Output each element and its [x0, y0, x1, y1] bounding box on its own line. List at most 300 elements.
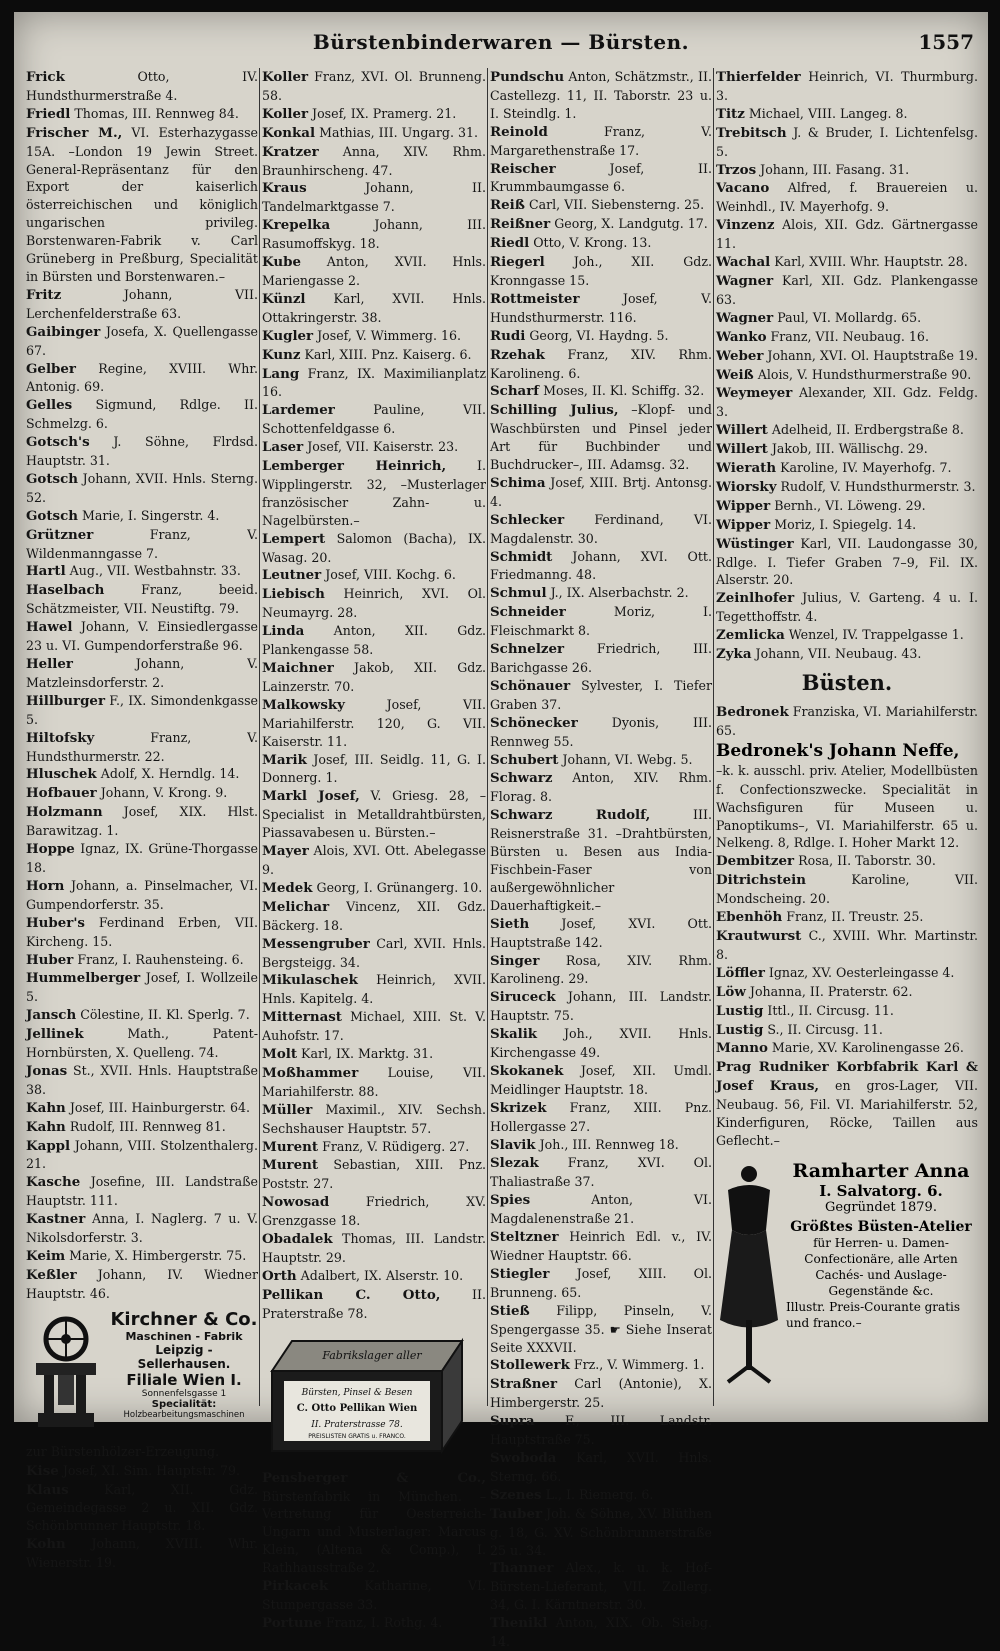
entry-address: J. Söhne, Flrdsd. Hauptstr. 31.: [26, 434, 258, 469]
directory-entry: [26, 1535, 258, 1572]
entry-address: Karl, XII. Gdz. Plankengasse 63.: [716, 272, 978, 307]
entry-address: Adalbert, IX. Alserstr. 10.: [300, 1267, 464, 1283]
entry-address: Josef, V. Wimmerg. 16.: [317, 327, 461, 343]
entry-address: Franz, XVI. Ol. Thaliastraße 37.: [490, 1155, 712, 1190]
entry-name: Hofbauer: [26, 785, 97, 802]
entry-address: Louise, VII. Mariahilferstr. 88.: [262, 1064, 486, 1099]
entry-address: Johann, V. Krong. 9.: [100, 785, 228, 801]
kirchner-line: Sonnenfelsgasse 1: [141, 1388, 227, 1399]
entry-address: Franz, V. Rüdigerg. 27.: [322, 1138, 470, 1154]
entry-address: Franz, XVI. Ol. Brunneng. 58.: [262, 69, 486, 103]
entry-name: Lardemer: [262, 402, 335, 419]
entry-address: Alois, XII. Gdz. Gärtnergasse 11.: [716, 217, 978, 252]
entry-name: Zyka: [716, 646, 752, 663]
directory-entry: [490, 1559, 712, 1614]
entry-address: Franz, I. Rauhensteing. 6.: [77, 951, 244, 967]
directory-entry: [262, 751, 486, 788]
entry-name: Ebenhöh: [716, 909, 783, 926]
entry-name: Kratzer: [262, 143, 319, 160]
entry-address: I. Wipplingerstr. 32, –Musterlager französischer Zahn- u. Nagelbürsten.–: [262, 458, 486, 528]
directory-entry: [490, 68, 712, 123]
entry-address: Joh. & Söhne, XV. Blüthen g. 18, G. XV. Schönbrunnerstraße 25 u. 34.: [490, 1505, 712, 1558]
entry-address: Thomas, III. Rennweg 84.: [74, 105, 239, 121]
directory-entry: [26, 951, 258, 970]
entry-address: Aug., VII. Westbahnstr. 33.: [69, 563, 241, 579]
directory-entry: [26, 1137, 258, 1174]
machine-illustration-icon: [30, 1313, 102, 1431]
entry-name: Schima: [490, 474, 546, 491]
entry-name: Gaibinger: [26, 323, 101, 340]
entry-name: Frischer M.,: [26, 124, 123, 141]
entry-address: Moriz, I. Fleischmarkt 8.: [490, 604, 712, 639]
directory-entry: [490, 769, 712, 806]
entry-name: Obadalek: [262, 1231, 333, 1248]
ramharter-description: für Herren- u. Damen-Confectionäre, alle Arten Cachés- und Auslage-Gegenstände &c.: [804, 1235, 958, 1298]
entry-name: Friedl: [26, 105, 71, 122]
entry-address: Katharine, VI. Stumpergasse 33.: [262, 1578, 486, 1612]
entry-name: Leutner: [262, 567, 322, 584]
directory-entry: [716, 253, 978, 272]
entry-name: Koller: [262, 105, 309, 122]
directory-entry: [262, 253, 486, 290]
entry-address: zur Bürstenhölzer-Erzeugung.: [26, 1443, 220, 1459]
directory-entry: [716, 645, 978, 664]
column-divider: [259, 68, 260, 1406]
entry-address: J. & Bruder, I. Lichtenfelsg. 5.: [716, 124, 978, 159]
entry-name: Reischer: [490, 160, 556, 177]
entry-name: Swoboda: [490, 1449, 557, 1466]
directory-entry: [716, 68, 978, 105]
entry-name: Kastner: [26, 1211, 86, 1228]
directory-entry: [26, 562, 258, 581]
entry-address: Josefa, X. Quellengasse 67.: [26, 323, 258, 358]
entry-address: Johann, III. Fasang. 31.: [760, 161, 910, 177]
entry-name: Marik: [262, 751, 307, 768]
directory-entry: [716, 964, 978, 983]
directory-entry: [26, 1006, 258, 1025]
directory-entry: [26, 581, 258, 618]
entry-address: Johann, XVII. Hnls. Sterng. 52.: [26, 470, 258, 505]
entry-name: Vinzenz: [716, 217, 775, 234]
directory-entry: [262, 971, 486, 1008]
entry-name: Pirkacek: [262, 1578, 329, 1595]
entry-subheading: Bedronek's Johann Neffe,: [716, 740, 960, 761]
entry-address: Heinrich, VI. Thurmburg. 3.: [716, 69, 978, 103]
entry-address: VI. Esterhazygasse 15A. –London 19 Jewin Street. General-Repräsentanz für den Export der kaiserlich österreichischen und königlich ungarischen privileg. Borstenwaren-Fabrik v. Carl Grüneberg in Preßburg, Specialität in Bürsten und Borstenwaren.–: [26, 124, 258, 284]
entry-address: Johann, II. Tandelmarktgasse 7.: [262, 180, 486, 215]
entry-name: Spies: [490, 1192, 531, 1209]
directory-entry: [262, 346, 486, 365]
entry-address: –Klopf- und Waschbürsten und Pinsel jeder Art für Buchbinder und Buchdrucker–, III. Adamsg. 32.: [490, 402, 712, 473]
entry-address: Johann, a. Pinselmacher, VI. Gumpendorferstr. 35.: [26, 877, 258, 912]
entry-address: Sylvester, I. Tiefer Graben 37.: [490, 677, 712, 712]
directory-entry: [490, 603, 712, 640]
column-divider: [713, 68, 714, 1406]
directory-entry: [490, 511, 712, 548]
directory-entry: [262, 457, 486, 530]
entry-name: Gelber: [26, 360, 76, 377]
directory-entry: [262, 530, 486, 567]
entry-address: C., XVIII. Whr. Martinstr. 8.: [716, 927, 978, 962]
directory-entry: [26, 655, 258, 692]
entry-name: Lempert: [262, 530, 326, 547]
entry-address: Karl, XIII. Pnz. Kaiserg. 6.: [304, 346, 472, 362]
directory-entry: [26, 1462, 258, 1481]
directory-entry: [490, 1228, 712, 1265]
entry-address: Josef, II. Krummbaumgasse 6.: [490, 160, 712, 195]
directory-entry: [716, 1002, 978, 1021]
entry-name: Schönauer: [490, 677, 571, 694]
directory-entry: [490, 1062, 712, 1099]
directory-entry: [262, 898, 486, 935]
entry-name: Thanner: [490, 1560, 554, 1577]
entry-name: Kahn: [26, 1099, 66, 1116]
directory-entry: [262, 659, 486, 696]
entry-address: Joh., XVII. Hnls. Kirchengasse 49.: [490, 1026, 712, 1061]
directory-entry: [716, 852, 978, 871]
entry-address: Josef, XIII. Ol. Brunneng. 65.: [490, 1265, 712, 1300]
entry-address: Jakob, III. Wällischg. 29.: [771, 441, 928, 457]
entry-name: Jonas: [26, 1062, 68, 1079]
entry-address: Anton, VI. Magdalenenstraße 21.: [490, 1192, 712, 1227]
directory-entry: [490, 806, 712, 914]
entry-name: Keim: [26, 1248, 66, 1264]
directory-entry: [262, 787, 486, 842]
directory-entry: [490, 234, 712, 253]
entry-address: F., III. Landstr. Hauptstraße 75.: [490, 1413, 712, 1448]
directory-entry: [26, 507, 258, 526]
entry-address: L., I. Riemerg. 6.: [545, 1486, 654, 1502]
entry-name: Lang: [262, 365, 300, 382]
entry-name: Schmul: [490, 585, 547, 602]
entry-address: Maximil., XIV. Sechsh. Sechshauser Hauptstr. 57.: [262, 1101, 486, 1136]
dress-form-illustration-icon: [716, 1160, 782, 1388]
entry-address: Johann, VIII. Stolzenthalerg. 21.: [26, 1137, 258, 1172]
entry-name: Wanko: [716, 328, 767, 345]
entry-name: Dembitzer: [716, 853, 795, 870]
stamp-line: Bürsten, Pinsel & Besen: [301, 1387, 413, 1398]
entry-name: Krepelka: [262, 217, 331, 234]
directory-entry: [716, 871, 978, 908]
directory-entry: [26, 1062, 258, 1099]
directory-entry: [262, 438, 486, 457]
entry-address: Jakob, XII. Gdz. Lainzerstr. 70.: [262, 660, 486, 694]
directory-entry: [716, 478, 978, 497]
directory-entry: [26, 105, 258, 124]
entry-name: Frick: [26, 69, 65, 85]
directory-entry: [26, 1266, 258, 1303]
entry-name: Horn: [26, 877, 65, 894]
directory-entry: [262, 1577, 486, 1614]
entry-address: Anton, XVII. Hnls. Mariengasse 2.: [262, 254, 486, 288]
directory-entry: [490, 1302, 712, 1357]
directory-entry: [26, 914, 258, 951]
entry-name: Molt: [262, 1046, 298, 1063]
entry-name: Holzmann: [26, 804, 103, 821]
directory-entry: [26, 803, 258, 840]
entry-name: Rottmeister: [490, 290, 580, 307]
directory-entry: [716, 216, 978, 253]
entry-address: Josef, III. Hainburgerstr. 64.: [69, 1099, 251, 1115]
ramharter-name: Ramharter Anna: [792, 1159, 970, 1182]
entry-name: Zemlicka: [716, 627, 785, 644]
directory-entry: [262, 216, 486, 253]
entry-name: Straßner: [490, 1376, 558, 1393]
entry-name: Lustig: [716, 1002, 764, 1019]
entry-address: Karl, XVIII. Whr. Hauptstr. 28.: [774, 254, 968, 270]
section-heading: Büsten.: [801, 670, 893, 695]
entry-address: Johann, VII. Neubaug. 43.: [755, 646, 922, 662]
entry-address: Johann, XVIII. Whr. Wienerstr. 19.: [26, 1536, 258, 1571]
entry-address: Franz, XIII. Pnz. Hollergasse 27.: [490, 1099, 712, 1134]
directory-entry: [26, 877, 258, 914]
directory-entry: [26, 1443, 258, 1462]
directory-entry: [716, 1021, 978, 1040]
entry-address: St., XVII. Hnls. Hauptstraße 38.: [26, 1062, 258, 1097]
page-title: Bürstenbinderwaren — Bürsten.: [312, 30, 690, 54]
entry-name: Supra: [490, 1413, 535, 1430]
directory-entry: [26, 1118, 258, 1137]
entry-name: Grützner: [26, 526, 94, 543]
entry-address: Johann, IV. Wiedner Hauptstr. 46.: [26, 1266, 258, 1301]
directory-entry: [262, 1614, 486, 1633]
directory-entry: [716, 309, 978, 328]
entry-name: Wipper: [716, 516, 771, 533]
entry-address: Anton, Schätzmstr., II. Castellezg. 11, II. Taborstr. 23 u. I. Steindlg. 1.: [490, 69, 712, 121]
entry-name: Markl Josef,: [262, 788, 360, 805]
directory-page: [14, 12, 988, 1650]
entry-address: Johann, III. Landstr. Hauptstr. 75.: [490, 989, 712, 1024]
directory-entry: [716, 124, 978, 161]
entry-address: Josef, XII. Umdl. Meidlinger Hauptstr. 18.: [490, 1062, 712, 1097]
entry-address: Cölestine, II. Kl. Sperlg. 7.: [80, 1007, 250, 1023]
entry-address: Franz, I. Rothg. 4.: [325, 1614, 443, 1630]
ramharter-footer: Illustr. Preis-Courante gratis und franco.–: [786, 1299, 961, 1330]
entry-name: Slezak: [490, 1155, 539, 1172]
directory-entry: [490, 401, 712, 474]
entry-address: Rosa, II. Taborstr. 30.: [798, 853, 936, 869]
entry-name: Pensberger & Co.,: [262, 1469, 486, 1486]
entry-address: Heinrich, XVI. Ol. Neumayrg. 28.: [262, 586, 486, 621]
entry-name: Thierfelder: [716, 69, 801, 85]
entry-name: Mayer: [262, 843, 309, 860]
entry-address: Johann, VII. Lerchenfelderstraße 63.: [26, 286, 258, 321]
directory-entry: [262, 68, 486, 105]
entry-name: Medek: [262, 879, 313, 896]
entry-name: Schubert: [490, 751, 559, 768]
directory-entry: [716, 384, 978, 421]
directory-entry: [262, 1267, 486, 1286]
directory-entry: [26, 765, 258, 784]
directory-entry: [716, 762, 978, 853]
directory-entry: [490, 1375, 712, 1412]
entry-address: Josef, I. Wollzeile 5.: [26, 970, 258, 1005]
directory-entry: [490, 988, 712, 1025]
entry-address: Franz, VII. Neubaug. 16.: [770, 328, 929, 344]
entry-name: Stollewerk: [490, 1357, 570, 1374]
entry-address: Adolf, X. Herndlg. 14.: [100, 766, 240, 782]
entry-name: Hummelberger: [26, 970, 141, 987]
directory-entry: [716, 535, 978, 590]
entry-name: Reinold: [490, 123, 548, 140]
entry-address: Franz, XIV. Rhm. Karolineng. 6.: [490, 346, 712, 381]
entry-name: Vacano: [716, 180, 770, 197]
entry-address: Adelheid, II. Erdbergstraße 8.: [771, 422, 964, 438]
kirchner-company-name: Kirchner & Co.: [110, 1308, 258, 1330]
directory-entry: [716, 421, 978, 440]
entry-name: Lemberger Heinrich,: [262, 458, 447, 475]
ramharter-address: I. Salvatorg. 6.: [819, 1181, 943, 1200]
directory-entry: [490, 1154, 712, 1191]
directory-entry: [26, 1210, 258, 1247]
entry-address: Josef, III. Seidlg. 11, G. I. Donnerg. 1.: [262, 751, 486, 786]
directory-entry: [716, 105, 978, 124]
entry-address: Otto, IV. Hundsthurmerstraße 4.: [26, 69, 258, 103]
entry-name: Trebitsch: [716, 124, 787, 141]
directory-entry: [490, 1136, 712, 1155]
directory-column-2: [262, 68, 486, 1631]
entry-address: Johann, V. Matzleinsdorferstr. 2.: [26, 656, 258, 690]
directory-entry: [26, 1025, 258, 1062]
entry-address: Johann, XVI. Ol. Hauptstraße 19.: [767, 347, 978, 363]
directory-entry: [262, 696, 486, 751]
entry-address: Rudolf, III. Rennweg 81.: [69, 1118, 226, 1134]
entry-address: Alex., k. u. k. Hof-Bürsten-Lieferant, VII. Zollerg. 34, G. I. Kärntnerstr. 30.: [490, 1560, 712, 1613]
entry-name: Bedronek: [716, 704, 789, 720]
directory-entry: [262, 842, 486, 879]
entry-address: Michael, XIII. St. V. Auhofstr. 17.: [262, 1009, 486, 1044]
directory-entry: [716, 516, 978, 535]
entry-address: II. Praterstraße 78.: [262, 1286, 486, 1321]
stamp-illustration-icon: [262, 1331, 482, 1461]
column-divider: [487, 68, 488, 1406]
entry-name: Schwarz Rudolf,: [490, 807, 651, 824]
directory-entry: [26, 470, 258, 507]
stamp-line: C. Otto Pellikan Wien: [296, 1402, 418, 1414]
entry-address: Josef, XIII. Brtj. Antonsg. 4.: [490, 474, 712, 509]
directory-entry: [716, 927, 978, 964]
entry-name: Krautwurst: [716, 927, 802, 944]
directory-entry: [262, 365, 486, 402]
entry-name: Singer: [490, 952, 540, 969]
entry-address: Karl, XVII. Hnls. Sterng. 66.: [490, 1449, 712, 1484]
directory-entry: [26, 1099, 258, 1118]
entry-address: Alfred, f. Brauereien u. Weinhdl., IV. Mayerhofg. 9.: [716, 180, 978, 215]
entry-address: Franz, V. Margarethenstraße 17.: [490, 123, 712, 158]
directory-entry: [716, 703, 978, 740]
directory-entry: [490, 290, 712, 327]
entry-address: Marie, X. Himbergerstr. 75.: [69, 1248, 247, 1263]
entry-address: Franz, V. Hundsthurmerstr. 22.: [26, 729, 258, 764]
entry-name: Kappl: [26, 1137, 71, 1154]
entry-address: Michael, VIII. Langeg. 8.: [748, 105, 908, 121]
entry-address: Karl, IX. Marktg. 31.: [301, 1046, 434, 1062]
entry-address: Franz, V. Wildenmanngasse 7.: [26, 526, 258, 561]
entry-name: Nowosad: [262, 1194, 330, 1211]
directory-entry: [490, 640, 712, 677]
entry-name: Wipper: [716, 497, 771, 514]
entry-address: Georg, X. Landgutg. 17.: [554, 216, 708, 232]
entry-name: Konkal: [262, 124, 316, 141]
directory-entry: [716, 626, 978, 645]
entry-address: Franz, II. Treustr. 25.: [786, 909, 924, 925]
directory-entry: [490, 751, 712, 770]
entry-address: Ignaz, IX. Grüne-Thorgasse 18.: [26, 841, 258, 875]
entry-address: Josef, VII. Mariahilferstr. 120, G. VII. Kaiserstr. 11.: [262, 696, 486, 749]
kirchner-line: Specialität:: [151, 1398, 217, 1410]
entry-address: F., IX. Simondenkgasse 5.: [26, 692, 258, 727]
directory-entry: [490, 1099, 712, 1136]
entry-name: Kraus: [262, 180, 307, 197]
entry-address: Friedrich, III. Barichgasse 26.: [490, 641, 712, 675]
directory-entry: [262, 585, 486, 622]
entry-name: Wagner: [716, 272, 774, 289]
entry-address: Karl, XVII. Hnls. Ottakringerstr. 38.: [262, 290, 486, 325]
entry-address: Julius, V. Garteng. 4 u. I. Tegetthoffstr. 4.: [716, 590, 978, 625]
entry-address: Josef, XI. Sim. Hauptstr. 79.: [62, 1462, 241, 1478]
entry-name: Skalik: [490, 1026, 538, 1043]
entry-name: Schwarz: [490, 770, 553, 787]
directory-entry: [26, 360, 258, 397]
entry-name: Löffler: [716, 964, 765, 981]
entry-name: Portune: [262, 1614, 322, 1631]
entry-address: Anna, I. Naglerg. 7 u. V. Nikolsdorferstr. 3.: [26, 1211, 258, 1246]
entry-address: Johann, V. Einsiedlergasse 23 u. VI. Gumpendorferstraße 96.: [26, 619, 258, 654]
directory-column-4: [716, 68, 978, 1412]
entry-name: Kahn: [26, 1118, 66, 1135]
ramharter-founded: Gegründet 1879.: [825, 1199, 937, 1215]
directory-entry: [262, 566, 486, 585]
entry-name: Schmidt: [490, 548, 553, 565]
directory-entry: [262, 622, 486, 659]
entry-address: Johann, XVI. Ott. Friedmanng. 48.: [490, 548, 712, 583]
entry-name: Hoppe: [26, 841, 75, 858]
pellikan-stamp-advertisement: [262, 1331, 486, 1461]
entry-name: Müller: [262, 1101, 313, 1118]
entry-address: Vincenz, XII. Gdz. Bäckerg. 18.: [262, 898, 486, 933]
directory-entry: [262, 1101, 486, 1138]
entry-name: Stieß: [490, 1302, 530, 1319]
directory-entry: [716, 347, 978, 366]
entry-address: Joh., III. Rennweg 18.: [539, 1136, 679, 1152]
directory-entry: [490, 548, 712, 585]
stamp-line: II. Praterstrasse 78.: [311, 1419, 403, 1430]
directory-entry: [490, 1191, 712, 1228]
entry-address: Moriz, I. Spiegelg. 14.: [774, 516, 917, 532]
entry-address: Karoline, VII. Mondscheing. 20.: [716, 872, 978, 907]
directory-entry: [490, 160, 712, 197]
entry-address: Bürstenfabrik in München. –Vertretung für Oesterreich-Ungarn und Musterlager: Marcus Klein, (Altena & Comp.), I. Rathhausstraße 2.: [262, 1488, 486, 1576]
entry-name: Willert: [716, 441, 768, 458]
entry-address: Anna, XIV. Rhm. Braunhirscheng. 47.: [262, 143, 486, 178]
directory-entry: [26, 1247, 258, 1266]
entry-name: Jansch: [26, 1007, 77, 1024]
directory-entry: [716, 179, 978, 216]
entry-address: Dyonis, III. Rennweg 55.: [490, 714, 712, 749]
entry-name: Huber: [26, 951, 74, 968]
directory-entry: [490, 1486, 712, 1505]
entry-name: Siruceck: [490, 989, 556, 1006]
directory-entry: [262, 327, 486, 346]
directory-entry: [490, 952, 712, 989]
directory-entry: [26, 286, 258, 323]
entry-name: Stiegler: [490, 1265, 550, 1282]
directory-column-3: [490, 68, 712, 1650]
directory-entry: [716, 272, 978, 309]
directory-entry: [490, 1449, 712, 1486]
entry-name: Riedl: [490, 235, 530, 252]
entry-name: Murent: [262, 1138, 319, 1155]
